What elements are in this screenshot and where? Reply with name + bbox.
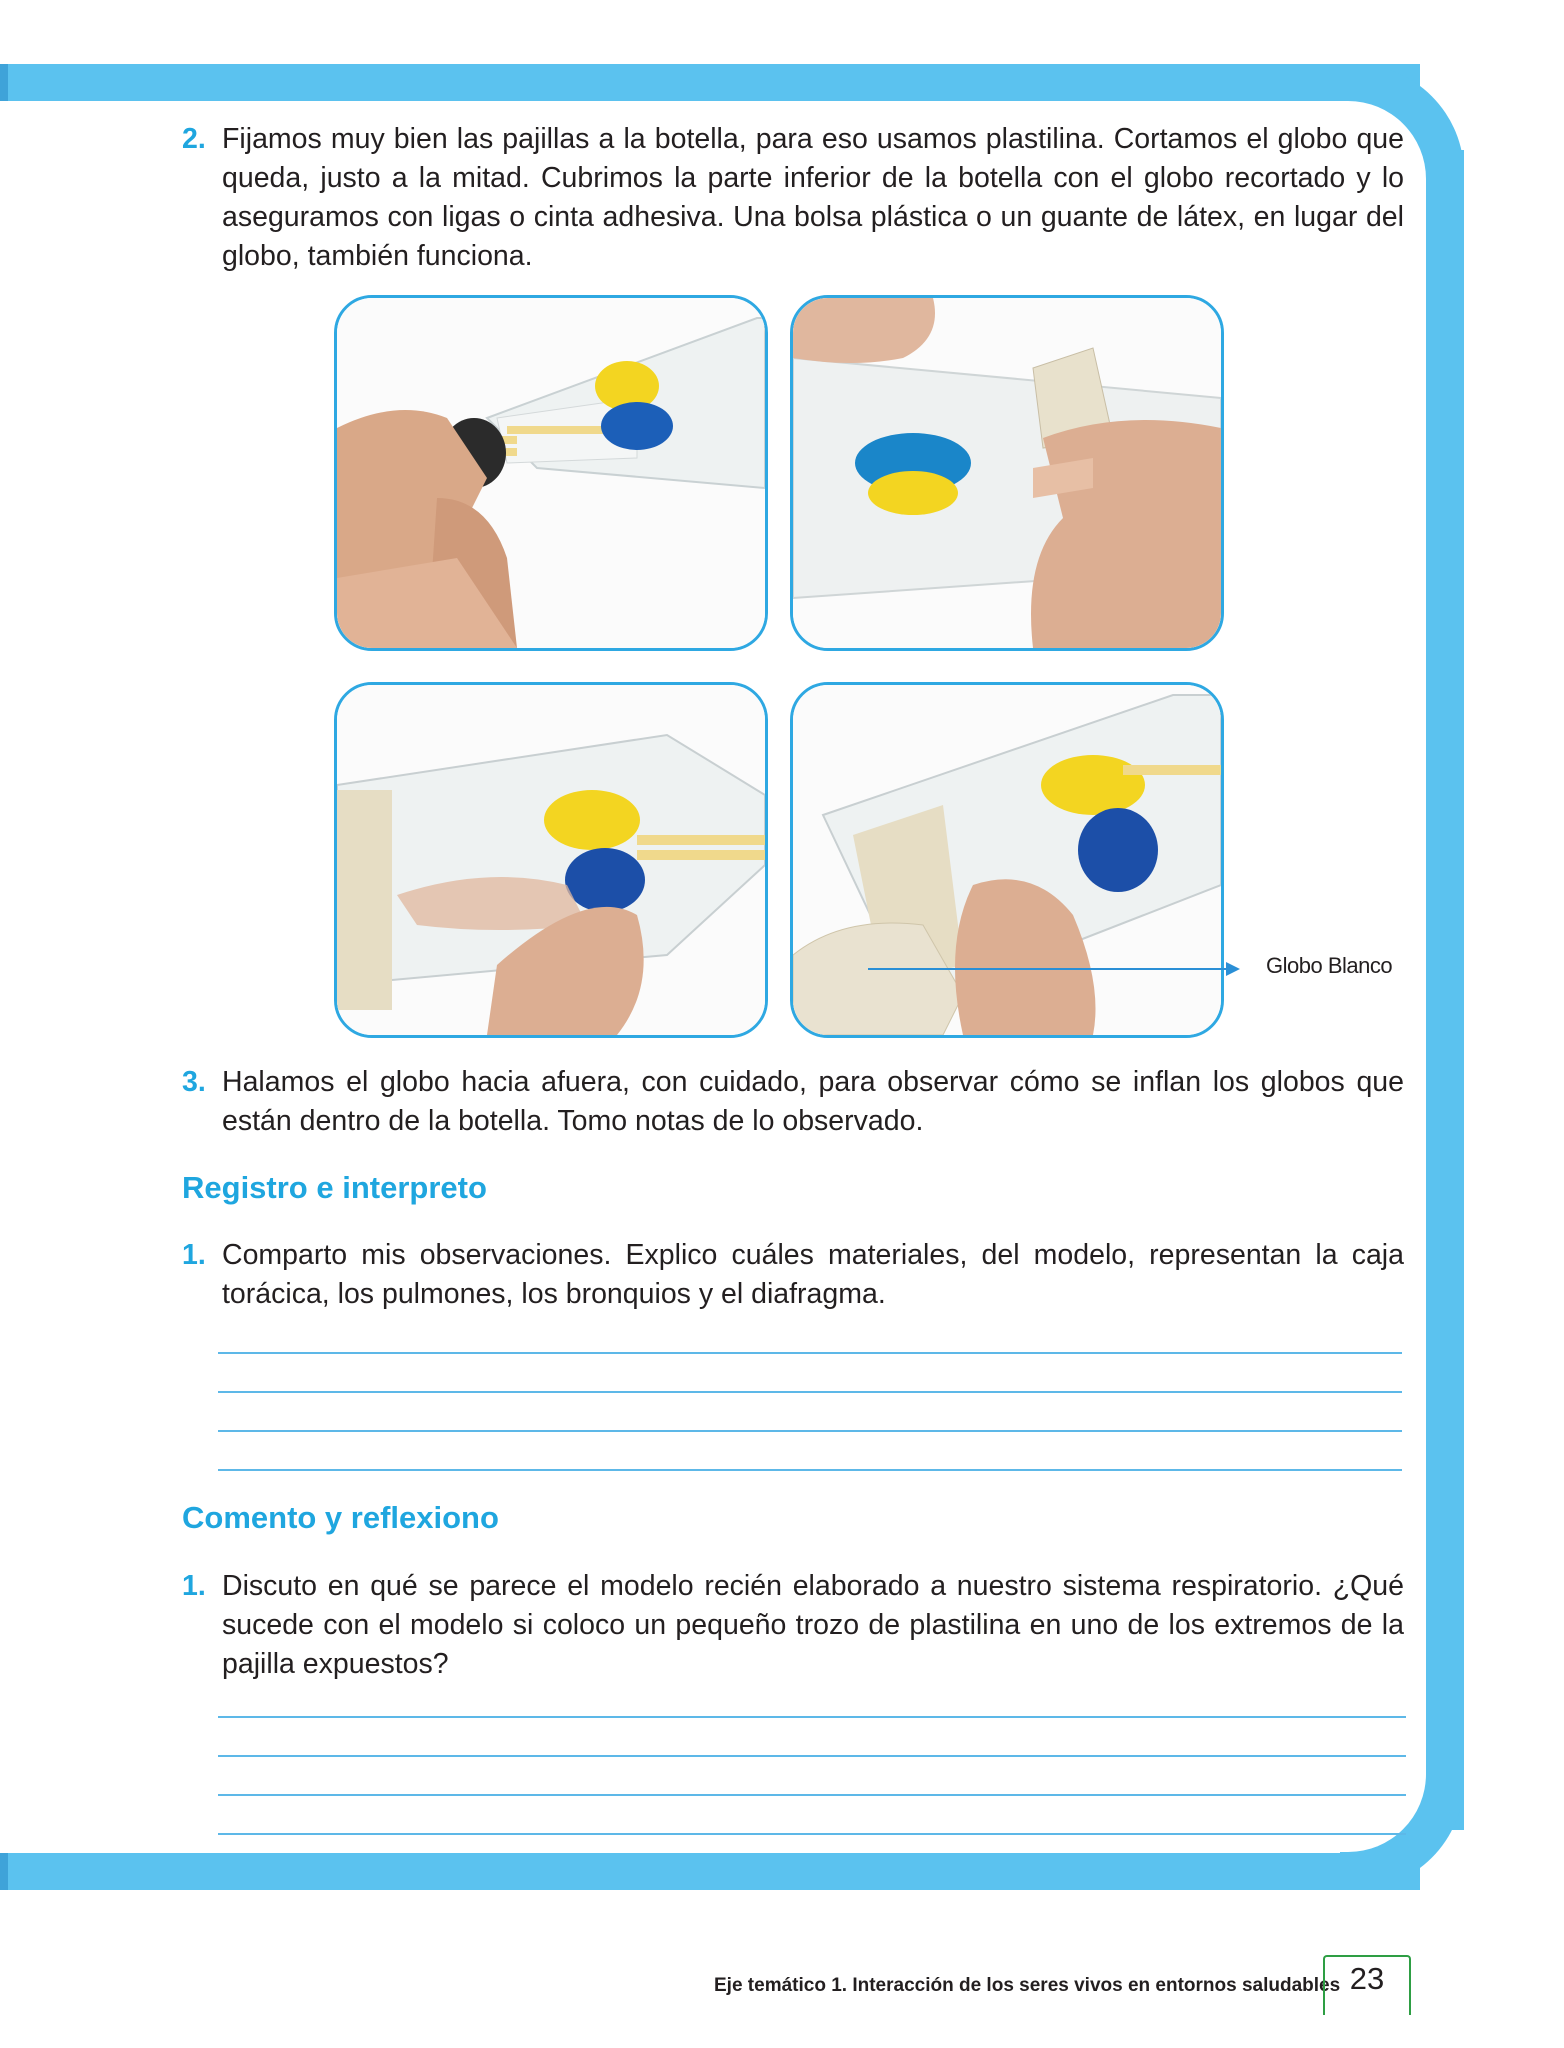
comento-heading: Comento y reflexiono	[182, 1500, 499, 1535]
step-2-text: Fijamos muy bien las pajillas a la botella, para eso usamos plastilina. Cortamos el globo que queda, justo a la mitad. Cubrimos la parte inferior de la botella con el globo recortado y lo aseguramos con ligas o cinta adhesiva. Una bolsa plástica o un guante de látex, en lugar del globo, también funciona.	[222, 123, 1404, 272]
answer-line-7[interactable]	[218, 1794, 1406, 1796]
comento-item-1	[182, 1567, 1404, 1684]
step-2-number: 2.	[182, 123, 206, 155]
step-3-text: Halamos el globo hacia afuera, con cuidado, para observar cómo se inflan los globos que están dentro de la botella. Tomo notas de lo observado.	[222, 1066, 1404, 1137]
frame-top-band	[0, 64, 1420, 101]
registro-item-1-number: 1.	[182, 1239, 206, 1271]
registro-item-1	[182, 1236, 1404, 1314]
frame-bottom-accent	[0, 1853, 8, 1890]
globo-blanco-label: Globo Blanco	[1266, 953, 1393, 978]
answer-line-2[interactable]	[218, 1391, 1402, 1393]
registro-item-1-text: Comparto mis observaciones. Explico cuáles materiales, del modelo, representan la caja torácica, los pulmones, los bronquios y el diafragma.	[222, 1239, 1404, 1310]
label-arrow-line	[868, 968, 1228, 970]
photo-3	[334, 682, 768, 1038]
comento-item-1-text: Discuto en qué se parece el modelo recién elaborado a nuestro sistema respiratorio. ¿Qué sucede con el modelo si coloco un pequeño trozo de plastilina en uno de los extremos de la pajilla expuestos?	[222, 1570, 1404, 1680]
registro-heading: Registro e interpreto	[182, 1170, 487, 1205]
photo-1	[334, 295, 768, 651]
step-3-number: 3.	[182, 1066, 206, 1098]
frame-right-band	[1426, 150, 1464, 1830]
page-number: 23	[1349, 1961, 1385, 1996]
step-3	[182, 1063, 1404, 1141]
answer-line-1[interactable]	[218, 1352, 1402, 1354]
comento-item-1-number: 1.	[182, 1570, 206, 1602]
photo-4	[790, 682, 1224, 1038]
photo-2-image	[793, 298, 1221, 648]
step-2	[182, 120, 1404, 276]
frame-bottom-band	[0, 1853, 1420, 1890]
answer-line-8[interactable]	[218, 1833, 1406, 1835]
photo-4-image	[793, 685, 1221, 1035]
frame-top-accent	[0, 64, 8, 101]
photo-1-image	[337, 298, 765, 648]
answer-line-3[interactable]	[218, 1430, 1402, 1432]
photo-3-image	[337, 685, 765, 1035]
answer-line-6[interactable]	[218, 1755, 1406, 1757]
photo-2	[790, 295, 1224, 651]
footer-text: Eje temático 1. Interacción de los seres vivos en entornos saludables	[714, 1975, 1341, 1996]
answer-line-4[interactable]	[218, 1469, 1402, 1471]
arrow-head-icon	[1226, 962, 1240, 976]
answer-line-5[interactable]	[218, 1716, 1406, 1718]
